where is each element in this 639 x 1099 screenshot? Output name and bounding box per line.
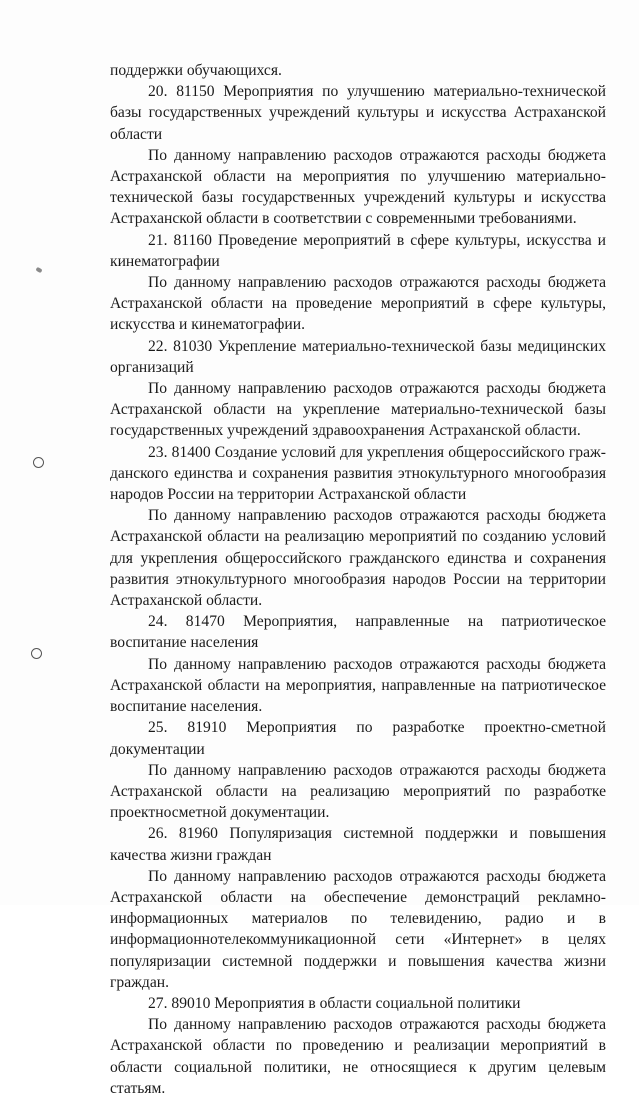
paragraph: По данному направлению расходов отражаются расходы бюджета Астраханской области на укрепление материально-технической базы государственных учреждений здравоохранения Астраханской области. <box>110 380 606 440</box>
section-heading: 23. 81400 Создание условий для укрепления общероссийского гражданского единства и сохранения развития этнокультурного многообразия народов России на территории Астраханской области <box>110 443 606 504</box>
punch-hole <box>33 457 44 468</box>
paragraph: По данному направлению расходов отражаются расходы бюджета Астраханской области на реализацию мероприятий по созданию условий для укрепления общероссийского гражданского единства и сохранения развития этнокультурного многообразия народов России на территории Астраханской области. <box>110 507 606 610</box>
paragraph: поддержки обучающихся. <box>110 62 282 79</box>
document-body <box>110 60 606 1099</box>
paragraph: По данному направлению расходов отражаются расходы бюджета Астраханской области на реализацию мероприятий по разработке проектносметной документации. <box>110 761 606 822</box>
paragraph: По данному направлению расходов отражаются расходы бюджета Астраханской области на мероприятия, направленные на патриотическое воспитание населения. <box>110 655 606 716</box>
punch-hole <box>31 648 42 659</box>
section-heading: 24. 81470 Мероприятия, направленные на патриотическое воспитание населения <box>110 613 606 652</box>
section-heading: 26. 81960 Популяризация системной поддержки и повышения качества жизни граждан <box>110 825 606 864</box>
paragraph: По данному направлению расходов отражаются расходы бюджета Астраханской области на проведение мероприятий в сфере культуры, искусства и кинематографии. <box>110 274 606 334</box>
scan-speck <box>35 267 42 273</box>
paragraph: По данному направлению расходов отражаются расходы бюджета Астраханской области на обеспечение демонстраций рекламно-информационных материалов по телевидению, радио и в информационнотелекоммуникационной сети «Интернет» в целях популяризации системной поддержки и повышения качества жизни граждан. <box>110 867 606 991</box>
section-heading: 21. 81160 Проведение мероприятий в сфере культуры, искусства и кинематографии <box>110 231 606 270</box>
section-heading: 22. 81030 Укрепление материально-технической базы медицинских организаций <box>110 337 606 376</box>
paragraph: По данному направлению расходов отражаются расходы бюджета Астраханской области на мероприятия по улучшению материально-технической базы государственных учреждений культуры и искусства Астраханской области в соответствии с современными требованиями. <box>110 146 606 228</box>
section-heading: 25. 81910 Мероприятия по разработке проектно-сметной документации <box>110 719 606 758</box>
section-heading: 20. 81150 Мероприятия по улучшению материально-технической базы государственных учреждений культуры и искусства Астраханской области <box>110 83 606 143</box>
paragraph: По данному направлению расходов отражаются расходы бюджета Астраханской области по проведению и реализации мероприятий в области социальной политики, не относящиеся к другим целевым статьям. <box>110 1016 606 1097</box>
section-heading: 27. 89010 Мероприятия в области социальной политики <box>148 994 521 1012</box>
